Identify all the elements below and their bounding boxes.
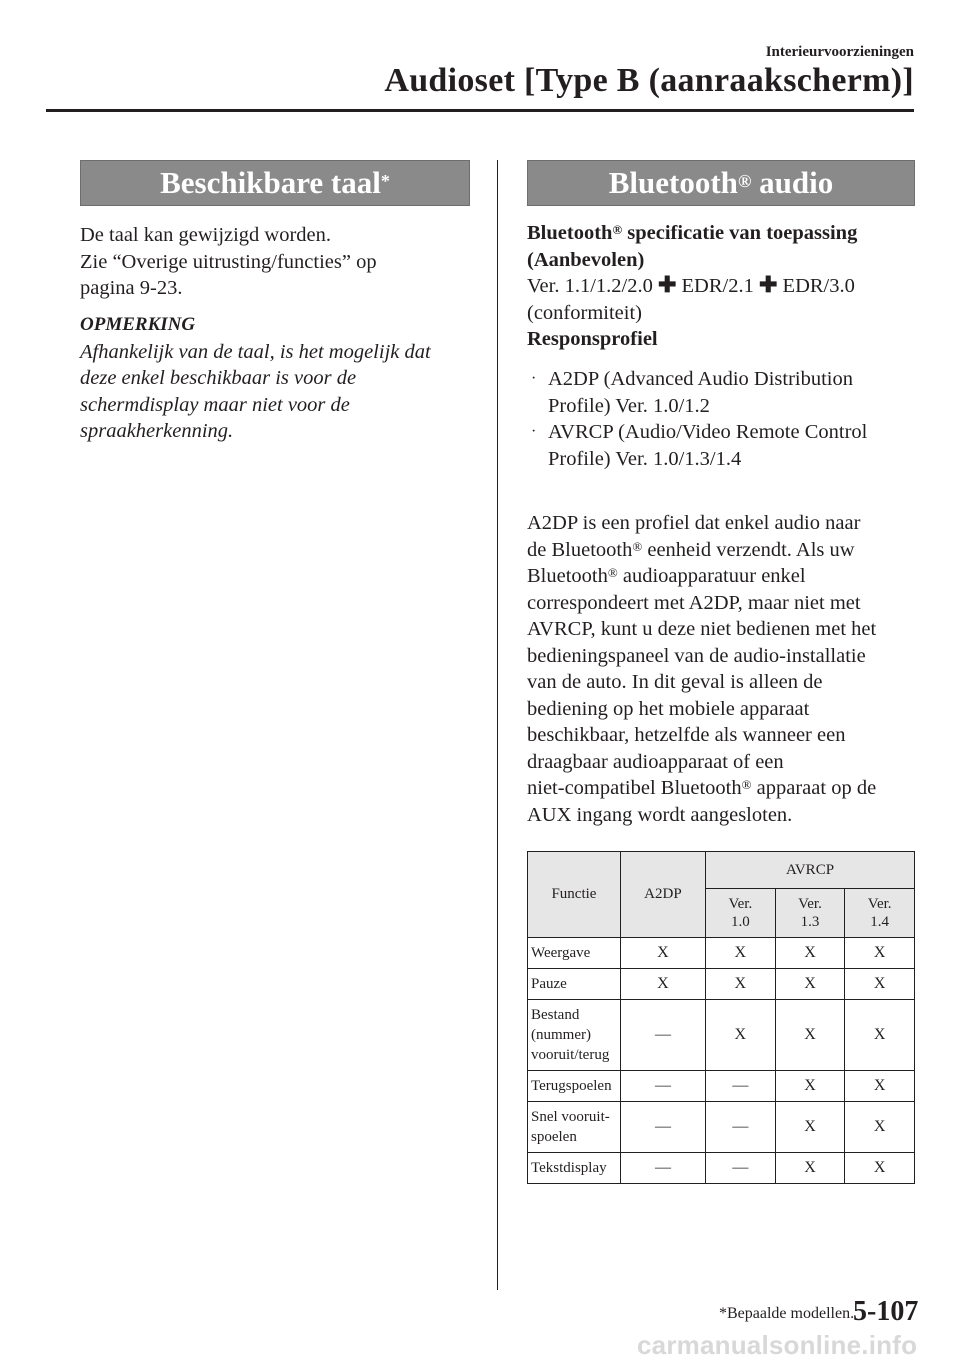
plus-icon: ✚ — [657, 272, 677, 297]
cell-ver-1-0: — — [706, 1153, 776, 1184]
a2dp-paragraph — [527, 510, 922, 828]
spec-block — [527, 220, 927, 353]
cell-ver-1-4: X — [845, 938, 915, 969]
version-text: EDR/3.0 — [777, 275, 855, 297]
header-text: 1.4 — [870, 914, 890, 930]
list-item-text: A2DP (Advanced Audio Distribution — [548, 368, 854, 390]
note-line: spraakherkenning. — [80, 420, 234, 442]
cell-ver-1-0: X — [706, 938, 776, 969]
cell-ver-1-3: X — [775, 1102, 845, 1153]
function-name: Pauze — [528, 969, 621, 1000]
text-span: audioapparatuur enkel — [617, 565, 806, 587]
cell-a2dp: X — [620, 969, 705, 1000]
cell-ver-1-3: X — [775, 1000, 845, 1071]
cell-ver-1-3: X — [775, 1071, 845, 1102]
table-row — [528, 1000, 915, 1071]
bullet-icon: · — [531, 370, 537, 387]
table-row — [528, 1102, 915, 1153]
col-header-ver-1-3 — [775, 889, 845, 938]
cell-a2dp: — — [620, 1071, 705, 1102]
col-header-functie: Functie — [528, 852, 621, 938]
table-row — [528, 938, 915, 969]
note-line: Afhankelijk van de taal, is het mogelijk dat — [80, 340, 431, 363]
text-line: pagina 9-23. — [80, 277, 183, 299]
language-paragraph — [80, 222, 480, 302]
cell-ver-1-0: — — [706, 1102, 776, 1153]
list-item — [527, 419, 927, 472]
function-name-line: vooruit/terug — [531, 1047, 610, 1063]
text-span: Bluetooth — [527, 565, 608, 587]
header-text: 1.0 — [730, 914, 750, 930]
header-rule — [46, 109, 914, 112]
text-line: Zie “Overige uitrusting/functies” op — [80, 250, 377, 273]
watermark: carmanualsonline.info — [637, 1330, 918, 1360]
function-name-line: Bestand — [531, 1007, 580, 1023]
function-name-line: spoelen — [531, 1129, 577, 1145]
bullet-icon: · — [531, 423, 537, 440]
registered-mark: ® — [612, 222, 623, 237]
text-line: van de auto. In dit geval is alleen de — [527, 671, 823, 693]
text-span: eenheid verzendt. Als uw — [642, 538, 855, 561]
column-divider — [497, 160, 498, 1290]
text-line: bedieningspaneel van de audio-installatie — [527, 644, 866, 667]
table-row — [528, 969, 915, 1000]
text-line: De taal kan gewijzigd worden. — [80, 224, 332, 246]
cell-a2dp: X — [620, 938, 705, 969]
cell-ver-1-4: X — [845, 1000, 915, 1071]
profile-label: Responsprofiel — [527, 328, 658, 350]
function-name: Tekstdisplay — [528, 1153, 621, 1184]
function-name: Terugspoelen — [528, 1071, 621, 1102]
text-line: draagbaar audioapparaat of een — [527, 750, 784, 773]
note-label: OPMERKING — [80, 314, 196, 335]
note-line: schermdisplay maar niet voor de — [80, 393, 350, 416]
table-row — [528, 1153, 915, 1184]
registered-mark: ® — [737, 171, 752, 191]
header-text: Ver. — [798, 896, 822, 912]
version-text: EDR/2.1 — [676, 275, 759, 297]
function-name — [528, 1000, 621, 1071]
spec-title-text: Bluetooth — [527, 222, 613, 244]
page-number: 5-107 — [853, 1296, 919, 1327]
cell-ver-1-4: X — [845, 1102, 915, 1153]
text-line: AVRCP, kunt u deze niet bedienen met het — [527, 618, 877, 640]
text-span: de Bluetooth — [527, 538, 633, 561]
list-item-text: AVRCP (Audio/Video Remote Control — [548, 421, 868, 443]
text-line: AUX ingang wordt aangesloten. — [527, 803, 793, 826]
col-header-a2dp: A2DP — [620, 852, 705, 938]
spec-subtitle: (Aanbevolen) — [527, 248, 645, 271]
function-name — [528, 1102, 621, 1153]
cell-a2dp: — — [620, 1153, 705, 1184]
header-text: Ver. — [867, 896, 892, 912]
cell-ver-1-3: X — [775, 1153, 845, 1184]
note-line: deze enkel beschikbaar is voor de — [80, 367, 357, 389]
profile-list — [527, 366, 927, 472]
col-header-ver-1-4 — [845, 889, 915, 938]
function-name-line: Snel vooruit- — [531, 1109, 610, 1125]
list-item-text: Profile) Ver. 1.0/1.3/1.4 — [548, 447, 742, 470]
table-row — [528, 1071, 915, 1102]
cell-ver-1-4: X — [845, 1071, 915, 1102]
section-header: Interieurvoorzieningen — [765, 44, 914, 60]
heading-text-rest: audio — [751, 165, 834, 200]
cell-a2dp: — — [620, 1102, 705, 1153]
cell-a2dp: — — [620, 1000, 705, 1071]
text-line — [527, 537, 922, 564]
version-line — [527, 273, 927, 300]
heading-beschikbare-taal — [80, 160, 470, 206]
text-span: apparaat op de — [751, 777, 877, 799]
note-block — [80, 312, 480, 445]
heading-text: Bluetooth — [608, 165, 738, 200]
version-line: (conformiteit) — [527, 301, 642, 324]
col-header-ver-1-0 — [706, 889, 776, 938]
heading-asterisk: * — [380, 171, 390, 191]
cell-ver-1-0: — — [706, 1071, 776, 1102]
cell-ver-1-4: X — [845, 1153, 915, 1184]
text-line: correspondeert met A2DP, maar niet met — [527, 591, 861, 614]
cell-ver-1-3: X — [775, 969, 845, 1000]
registered-mark: ® — [607, 565, 618, 580]
text-line: beschikbaar, hetzelfde als wanneer een — [527, 724, 846, 746]
cell-ver-1-3: X — [775, 938, 845, 969]
cell-ver-1-0: X — [706, 1000, 776, 1071]
header-text: 1.3 — [800, 914, 820, 930]
registered-mark: ® — [741, 777, 752, 792]
cell-ver-1-4: X — [845, 969, 915, 1000]
function-name-line: (nummer) — [531, 1027, 591, 1043]
heading-text: Beschikbare taal — [160, 165, 381, 200]
col-header-avrcp: AVRCP — [706, 852, 915, 889]
plus-icon: ✚ — [758, 272, 778, 297]
text-line: A2DP is een profiel dat enkel audio naar — [527, 512, 861, 534]
list-item — [527, 366, 927, 419]
text-line — [527, 775, 922, 802]
text-line — [527, 563, 922, 590]
page-title: Audioset [Type B (aanraakscherm)] — [384, 62, 914, 99]
cell-ver-1-0: X — [706, 969, 776, 1000]
footnote: *Bepaalde modellen. — [719, 1305, 855, 1322]
spec-title-text: specificatie van toepassing — [622, 222, 858, 244]
text-span: niet-compatibel Bluetooth — [527, 777, 742, 799]
header-text: Ver. — [728, 896, 753, 912]
function-table — [527, 851, 915, 1184]
registered-mark: ® — [632, 538, 643, 554]
list-item-text: Profile) Ver. 1.0/1.2 — [548, 394, 710, 417]
text-line: bediening op het mobiele apparaat — [527, 697, 810, 720]
version-text: Ver. 1.1/1.2/2.0 — [527, 275, 658, 297]
heading-bluetooth-audio — [527, 160, 915, 206]
function-name: Weergave — [528, 938, 621, 969]
spec-title — [527, 220, 927, 247]
